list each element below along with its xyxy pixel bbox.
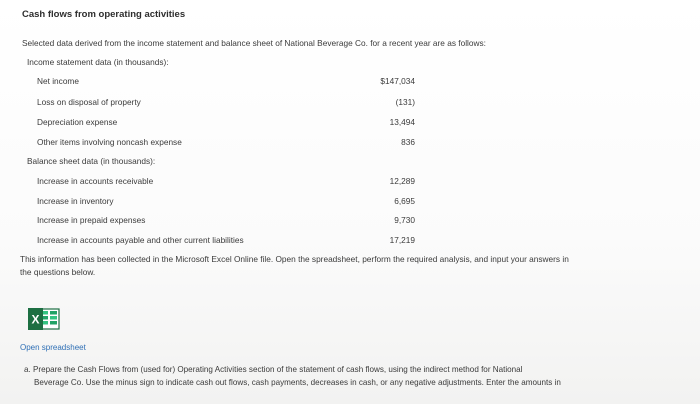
balance-sheet-title: Balance sheet data (in thousands): [27, 156, 156, 166]
balance-row-label: Increase in inventory [37, 196, 114, 206]
balance-row-value: 12,289 [389, 176, 415, 186]
instructions-line: the questions below. [20, 267, 96, 277]
open-spreadsheet-link[interactable]: Open spreadsheet [20, 343, 86, 352]
question-line: Beverage Co. Use the minus sign to indicate cash out flows, cash payments, decreases in cash, or any negative adjustments. Enter the amounts in [34, 377, 561, 387]
income-row-label: Loss on disposal of property [37, 97, 141, 107]
balance-row-label: Increase in accounts receivable [37, 176, 154, 186]
question-line: a. Prepare the Cash Flows from (used for) Operating Activities section of the statement of cash flows, using the indirect method for National [24, 365, 523, 374]
income-row-label: Other items involving noncash expense [37, 137, 182, 147]
intro-text: Selected data derived from the income statement and balance sheet of National Beverage Co. for a recent year are as follows: [22, 38, 486, 48]
income-row-value: 836 [401, 137, 415, 147]
excel-icon-letter: X [31, 312, 40, 327]
income-statement-title: Income statement data (in thousands): [27, 57, 169, 67]
income-row-value: $147,034 [380, 76, 415, 86]
balance-row-label: Increase in accounts payable and other current liabilities [37, 235, 244, 245]
instructions-line: This information has been collected in the Microsoft Excel Online file. Open the spreadsheet, perform the required analysis, and input your answers in [20, 254, 569, 264]
income-row-value: (131) [395, 97, 415, 107]
balance-row-label: Increase in prepaid expenses [37, 215, 146, 225]
income-row-label: Depreciation expense [37, 117, 118, 127]
balance-row-value: 6,695 [394, 196, 415, 206]
excel-icon[interactable] [27, 307, 61, 331]
section-heading: Cash flows from operating activities [22, 9, 186, 20]
income-row-label: Net income [37, 76, 79, 86]
balance-row-value: 9,730 [394, 215, 415, 225]
instructions-paragraph [20, 253, 692, 279]
question-a [24, 364, 696, 389]
income-row-value: 13,494 [389, 117, 415, 127]
balance-row-value: 17,219 [389, 235, 415, 245]
